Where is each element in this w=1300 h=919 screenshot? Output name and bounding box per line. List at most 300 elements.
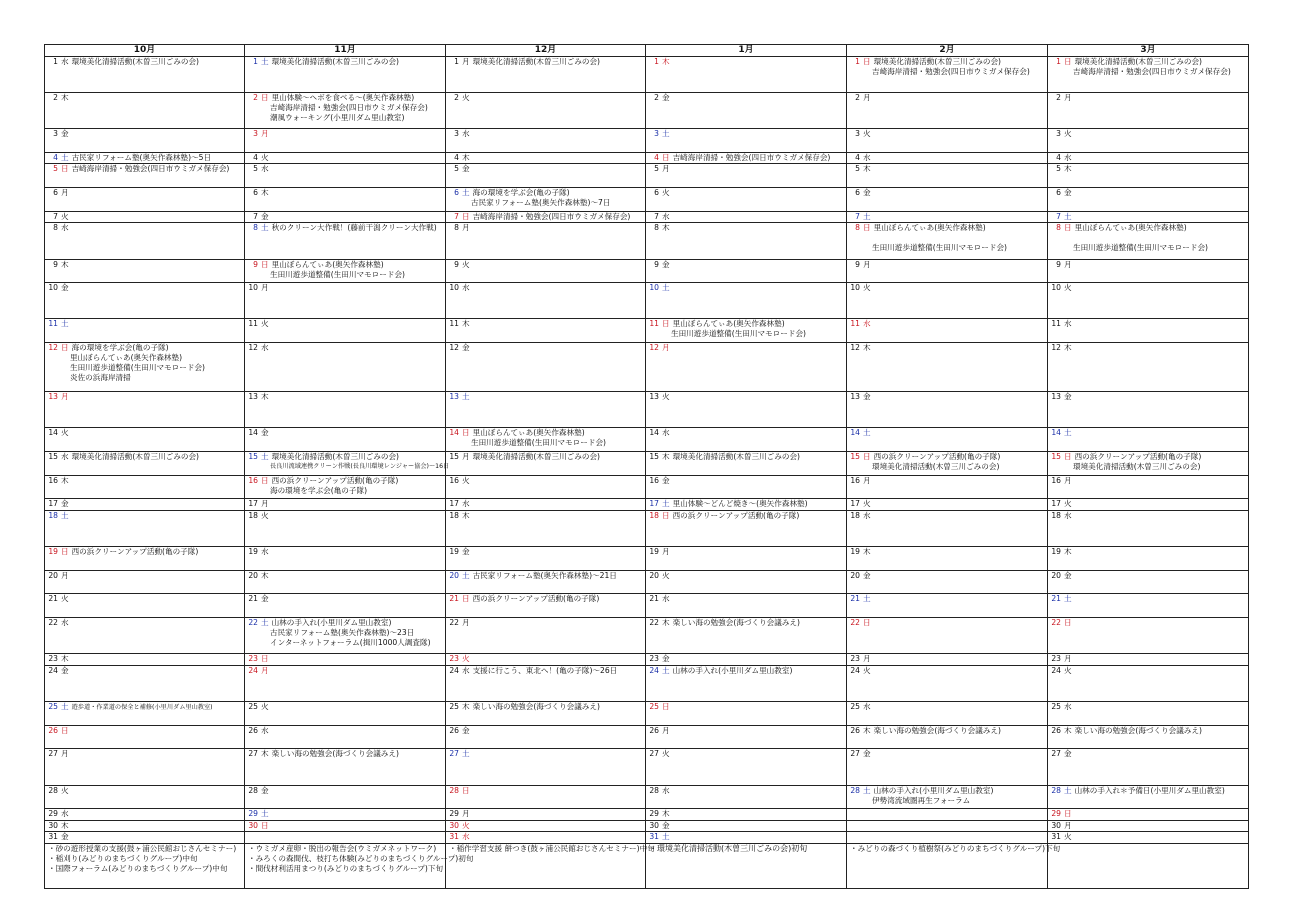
day-number: 20 — [850, 570, 860, 580]
day-cell — [45, 809, 245, 820]
event-entry: 環境美化清掃活動(木曽三川ごみの会) — [271, 451, 400, 461]
weekday-label: 木 — [261, 391, 269, 401]
day-cell — [45, 391, 245, 427]
event-entry: 楽しい海の勉強会(海づくり会議みえ) — [1074, 725, 1203, 735]
day-cell — [45, 618, 245, 654]
day-cell — [1048, 343, 1249, 392]
weekday-label: 月 — [261, 665, 269, 675]
day-cell — [245, 475, 446, 499]
weekday-label: 金 — [462, 725, 470, 735]
day-cell — [45, 510, 245, 546]
weekday-label: 火 — [261, 319, 269, 329]
weekday-label: 土 — [662, 283, 670, 293]
day-cell — [446, 701, 646, 725]
day-number: 22 — [449, 618, 459, 628]
day-cell — [245, 57, 446, 93]
day-number: 5 — [454, 164, 459, 174]
weekday-label: 金 — [1064, 749, 1072, 759]
day-number: 3 — [53, 129, 58, 139]
day-cell — [1048, 570, 1249, 594]
day-cell — [646, 570, 847, 594]
day-cell — [45, 831, 245, 843]
weekday-label: 月 — [662, 725, 670, 735]
day-cell — [245, 618, 446, 654]
note-line: ・国際フォーラム(みどりのまちづくりグループ)中旬 — [48, 863, 228, 873]
day-cell — [1048, 451, 1249, 475]
weekday-label: 金 — [61, 283, 69, 293]
note-line: ・ウミガメ産卵・脱出の報告会(ウミガメネットワーク) — [248, 843, 437, 853]
weekday-label: 水 — [662, 212, 670, 221]
event-entry: 西の浜クリーンアップ活動(亀の子隊) — [672, 510, 800, 520]
day-number: 1 — [454, 57, 459, 66]
day-row — [45, 785, 1249, 809]
day-cell — [446, 212, 646, 223]
weekday-label: 金 — [61, 129, 69, 139]
weekday-label: 水 — [462, 831, 470, 841]
day-number: 10 — [850, 283, 860, 293]
day-cell — [1048, 93, 1249, 129]
weekday-label: 土 — [662, 499, 670, 509]
day-number: 27 — [850, 749, 860, 759]
weekday-label: 水 — [462, 283, 470, 293]
day-cell — [646, 510, 847, 546]
event-entry: 海の環境を学ぶ会(亀の子隊) — [472, 188, 570, 198]
day-number: 7 — [654, 212, 659, 221]
day-number: 9 — [253, 259, 258, 269]
weekday-label: 水 — [261, 725, 269, 735]
weekday-label: 火 — [261, 701, 269, 711]
day-number: 26 — [1051, 725, 1061, 735]
day-number: 13 — [649, 391, 659, 401]
day-number: 17 — [449, 499, 459, 509]
day-number: 19 — [248, 546, 258, 556]
day-row — [45, 188, 1249, 212]
day-number: 5 — [654, 164, 659, 174]
event-entry: 里山ぼらんてぃあ(奥矢作森林塾) — [1074, 223, 1187, 233]
weekday-label: 月 — [261, 499, 269, 509]
event-entry: 古民家リフォーム塾(奥矢作森林塾)～5日 — [71, 153, 212, 163]
weekday-label: 火 — [662, 391, 670, 401]
day-cell — [847, 809, 1048, 820]
event-entry: 環境美化清掃活動(木曽三川ごみの会) — [1074, 57, 1203, 66]
day-number: 19 — [1051, 546, 1061, 556]
day-number: 22 — [1051, 618, 1061, 628]
day-number: 28 — [850, 785, 860, 795]
day-number: 19 — [48, 546, 58, 556]
day-number: 24 — [1051, 665, 1061, 675]
event-entry: 吉崎海岸清掃・勉強会(四日市ウミガメ保存会) — [71, 164, 230, 174]
event-entry: 環境美化清掃活動(木曽三川ごみの会) — [472, 451, 601, 461]
weekday-label: 日 — [261, 820, 269, 830]
weekday-label: 月 — [863, 93, 871, 103]
event-entry: 里山体験～ヘボを食べる～(奥矢作森林塾) — [271, 93, 415, 103]
day-number: 22 — [850, 618, 860, 628]
day-cell — [646, 809, 847, 820]
day-number: 30 — [449, 820, 459, 830]
day-cell — [1048, 427, 1249, 451]
day-cell — [646, 701, 847, 725]
day-cell — [45, 820, 245, 831]
event-entry: 海の環境を学ぶ会(亀の子隊) — [270, 485, 368, 495]
weekday-label: 月 — [462, 223, 470, 233]
day-cell — [245, 831, 446, 843]
weekday-label: 火 — [61, 212, 69, 221]
event-entry: 伊勢湾流域圏再生フォーラム — [872, 795, 971, 805]
day-row — [45, 93, 1249, 129]
monthly-notes-cell — [245, 843, 474, 888]
day-row — [45, 283, 1249, 319]
day-cell — [45, 223, 245, 259]
day-cell — [446, 820, 646, 831]
day-cell — [646, 665, 847, 701]
day-cell — [446, 391, 646, 427]
weekday-label: 土 — [863, 785, 871, 795]
day-row — [45, 749, 1249, 785]
weekday-label: 日 — [863, 223, 871, 233]
day-cell — [45, 259, 245, 283]
day-cell — [245, 188, 446, 212]
weekday-label: 水 — [61, 57, 69, 66]
weekday-label: 金 — [462, 546, 470, 556]
day-cell — [847, 164, 1048, 188]
weekday-label: 土 — [1064, 212, 1072, 221]
event-entry: 生田川遊歩道整備(生田川マモロード会) — [671, 329, 807, 339]
day-number: 18 — [449, 510, 459, 520]
day-cell — [847, 510, 1048, 546]
event-entry: 環境美化清掃活動(木曽三川ごみの会) — [1073, 461, 1201, 471]
weekday-label: 水 — [261, 164, 269, 174]
event-entry: インターネットフォーラム(揖川1000人調査隊) — [270, 638, 431, 648]
weekday-label: 土 — [662, 129, 670, 139]
weekday-label: 金 — [863, 188, 871, 198]
weekday-label: 日 — [261, 93, 269, 103]
day-number: 7 — [855, 212, 860, 221]
day-number: 21 — [649, 594, 659, 604]
weekday-label: 日 — [662, 153, 670, 163]
monthly-notes-row — [45, 843, 1249, 888]
day-cell — [1048, 725, 1249, 749]
weekday-label: 金 — [261, 594, 269, 604]
day-number: 18 — [649, 510, 659, 520]
day-cell — [446, 570, 646, 594]
day-number: 5 — [855, 164, 860, 174]
day-cell — [245, 93, 446, 129]
event-entry: 楽しい海の勉強会(海づくり会議みえ) — [472, 701, 601, 711]
day-cell — [245, 701, 446, 725]
day-cell — [847, 831, 1048, 843]
day-number: 6 — [53, 188, 58, 198]
day-number: 14 — [449, 427, 459, 437]
day-cell — [646, 259, 847, 283]
weekday-label: 月 — [863, 259, 871, 269]
day-number: 19 — [449, 546, 459, 556]
weekday-label: 月 — [261, 283, 269, 293]
weekday-label: 土 — [61, 510, 69, 520]
weekday-label: 水 — [863, 319, 871, 329]
day-number: 4 — [53, 153, 58, 163]
day-number: 7 — [1056, 212, 1061, 221]
day-cell — [245, 594, 446, 618]
day-number: 6 — [1056, 188, 1061, 198]
day-row — [45, 391, 1249, 427]
weekday-label: 金 — [863, 749, 871, 759]
day-number: 26 — [850, 725, 860, 735]
day-cell — [45, 93, 245, 129]
day-cell — [45, 57, 245, 93]
weekday-label: 日 — [61, 164, 69, 174]
day-cell — [45, 570, 245, 594]
day-cell — [646, 451, 847, 475]
day-cell — [45, 475, 245, 499]
weekday-label: 土 — [261, 57, 269, 66]
day-cell — [1048, 259, 1249, 283]
day-cell — [446, 785, 646, 809]
event-entry: 西の浜クリーンアップ活動(亀の子隊) — [71, 546, 199, 556]
day-number: 12 — [248, 343, 258, 353]
day-number: 12 — [1051, 343, 1061, 353]
day-cell — [646, 93, 847, 129]
event-entry: 西の浜クリーンアップ活動(亀の子隊) — [271, 475, 399, 485]
weekday-label: 金 — [662, 259, 670, 269]
weekday-label: 木 — [662, 451, 670, 461]
day-number: 16 — [649, 475, 659, 485]
weekday-label: 日 — [1064, 618, 1072, 628]
day-cell — [446, 427, 646, 451]
month-header: 3月 — [1048, 45, 1249, 57]
day-cell — [1048, 749, 1249, 785]
weekday-label: 火 — [61, 427, 69, 437]
day-cell — [446, 223, 646, 259]
day-row — [45, 129, 1249, 153]
event-entry: 海の環境を学ぶ会(亀の子隊) — [71, 343, 169, 353]
day-cell — [245, 212, 446, 223]
day-number: 11 — [248, 319, 258, 329]
day-number: 20 — [449, 570, 459, 580]
day-row — [45, 427, 1249, 451]
weekday-label: 木 — [462, 510, 470, 520]
day-cell — [45, 665, 245, 701]
day-number: 10 — [1051, 283, 1061, 293]
day-number: 17 — [248, 499, 258, 509]
weekday-label: 火 — [261, 510, 269, 520]
day-number: 16 — [48, 475, 58, 485]
month-header: 10月 — [45, 45, 245, 57]
day-number: 9 — [654, 259, 659, 269]
weekday-label: 日 — [863, 57, 871, 66]
day-row — [45, 510, 1249, 546]
day-cell — [446, 57, 646, 93]
day-cell — [245, 223, 446, 259]
note-line: ・間伐材利活用まつり(みどりのまちづくりグループ)下旬 — [248, 863, 444, 873]
day-cell — [245, 259, 446, 283]
day-cell — [45, 153, 245, 164]
day-cell — [1048, 391, 1249, 427]
day-cell — [45, 343, 245, 392]
weekday-label: 日 — [261, 475, 269, 485]
weekday-label: 月 — [261, 129, 269, 139]
day-number: 31 — [1051, 831, 1061, 841]
day-number: 12 — [850, 343, 860, 353]
weekday-label: 水 — [863, 510, 871, 520]
weekday-label: 水 — [61, 618, 69, 628]
note-line: ・みどりの森づくり植樹祭(みどりのまちづくりグループ)下旬 — [850, 843, 1061, 853]
day-number: 5 — [53, 164, 58, 174]
day-cell — [646, 153, 847, 164]
day-number: 13 — [449, 391, 459, 401]
day-cell — [1048, 212, 1249, 223]
event-note: 長良川流域連携クリーン作戦(長良川環境レンジャー協会)～16日 — [270, 462, 450, 470]
day-number: 15 — [649, 451, 659, 461]
day-cell — [446, 451, 646, 475]
weekday-label: 土 — [863, 212, 871, 221]
day-row — [45, 223, 1249, 259]
weekday-label: 土 — [1064, 594, 1072, 604]
weekday-label: 金 — [61, 665, 69, 675]
day-number: 6 — [253, 188, 258, 198]
month-header: 2月 — [847, 45, 1048, 57]
weekday-label: 木 — [261, 188, 269, 198]
weekday-label: 木 — [1064, 725, 1072, 735]
day-cell — [45, 594, 245, 618]
weekday-label: 火 — [1064, 499, 1072, 509]
day-cell — [446, 164, 646, 188]
weekday-label: 金 — [261, 427, 269, 437]
weekday-label: 木 — [462, 701, 470, 711]
day-number: 11 — [48, 319, 58, 329]
day-number: 25 — [1051, 701, 1061, 711]
weekday-label: 火 — [863, 499, 871, 509]
day-number: 12 — [649, 343, 659, 353]
day-cell — [45, 546, 245, 570]
weekday-label: 水 — [462, 665, 470, 675]
day-number: 21 — [48, 594, 58, 604]
day-cell — [245, 546, 446, 570]
event-entry: 環境美化清掃活動(木曽三川ごみの会) — [873, 57, 1002, 66]
day-cell — [646, 283, 847, 319]
weekday-label: 月 — [61, 391, 69, 401]
day-number: 30 — [248, 820, 258, 830]
day-number: 31 — [48, 831, 58, 841]
day-cell — [245, 129, 446, 153]
day-number: 8 — [253, 223, 258, 233]
day-cell — [847, 594, 1048, 618]
weekday-label: 火 — [1064, 129, 1072, 139]
weekday-label: 水 — [261, 343, 269, 353]
day-cell — [847, 153, 1048, 164]
day-number: 10 — [248, 283, 258, 293]
day-number: 2 — [53, 93, 58, 103]
event-entry: 炎佐の浜海岸清掃 — [70, 373, 131, 383]
day-cell — [45, 701, 245, 725]
day-cell — [847, 654, 1048, 665]
day-cell — [646, 164, 847, 188]
event-entry: 生田川遊歩道整備(生田川マモロード会) — [471, 437, 607, 447]
weekday-label: 木 — [1064, 546, 1072, 556]
weekday-label: 火 — [662, 188, 670, 198]
weekday-label: 日 — [1064, 223, 1072, 233]
weekday-label: 月 — [1064, 654, 1072, 664]
day-number: 8 — [654, 223, 659, 233]
weekday-label: 土 — [61, 701, 69, 711]
day-cell — [245, 749, 446, 785]
day-cell — [646, 831, 847, 843]
day-cell — [1048, 546, 1249, 570]
day-number: 5 — [1056, 164, 1061, 174]
day-number: 12 — [48, 343, 58, 353]
day-number: 27 — [449, 749, 459, 759]
weekday-label: 木 — [61, 820, 69, 830]
day-number: 29 — [48, 809, 58, 819]
day-number: 24 — [850, 665, 860, 675]
day-number: 8 — [454, 223, 459, 233]
weekday-label: 木 — [61, 475, 69, 485]
weekday-label: 木 — [462, 319, 470, 329]
day-number: 15 — [48, 451, 58, 461]
day-number: 23 — [1051, 654, 1061, 664]
event-entry: 環境美化清掃活動(木曽三川ごみの会) — [71, 451, 200, 461]
day-cell — [847, 57, 1048, 93]
weekday-label: 火 — [662, 749, 670, 759]
day-number: 25 — [649, 701, 659, 711]
day-row — [45, 546, 1249, 570]
day-cell — [446, 665, 646, 701]
weekday-label: 月 — [863, 654, 871, 664]
day-cell — [646, 475, 847, 499]
day-number: 24 — [48, 665, 58, 675]
weekday-label: 金 — [61, 831, 69, 841]
day-number: 19 — [850, 546, 860, 556]
weekday-label: 火 — [662, 570, 670, 580]
day-number: 28 — [649, 785, 659, 795]
monthly-notes-cell — [646, 843, 847, 888]
weekday-label: 月 — [863, 475, 871, 485]
day-number: 29 — [248, 809, 258, 819]
weekday-label: 日 — [1064, 57, 1072, 66]
day-number: 16 — [449, 475, 459, 485]
note-line: ・環境美化清掃活動(木曽三川ごみの会)初旬 — [649, 843, 808, 853]
weekday-label: 土 — [1064, 427, 1072, 437]
weekday-label: 金 — [662, 475, 670, 485]
weekday-label: 月 — [61, 188, 69, 198]
month-header: 11月 — [245, 45, 446, 57]
day-number: 4 — [855, 153, 860, 163]
day-cell — [646, 188, 847, 212]
day-cell — [646, 319, 847, 343]
day-cell — [446, 749, 646, 785]
day-cell — [245, 451, 450, 475]
event-entry: 山林の手入れ(小里川ダム里山教室) — [672, 665, 793, 675]
weekday-label: 土 — [462, 391, 470, 401]
day-cell — [446, 831, 646, 843]
day-number: 4 — [253, 153, 258, 163]
day-number: 26 — [649, 725, 659, 735]
day-number: 14 — [48, 427, 58, 437]
event-entry: 環境美化清掃活動(木曽三川ごみの会) — [472, 57, 601, 66]
weekday-label: 月 — [462, 809, 470, 819]
day-number: 23 — [649, 654, 659, 664]
day-cell — [646, 427, 847, 451]
day-cell — [45, 212, 245, 223]
day-cell — [245, 283, 446, 319]
day-number: 28 — [48, 785, 58, 795]
event-entry: 古民家リフォーム塾(奥矢作森林塾)～21日 — [472, 570, 617, 580]
weekday-label: 木 — [863, 546, 871, 556]
day-number: 8 — [855, 223, 860, 233]
day-number: 17 — [1051, 499, 1061, 509]
weekday-label: 水 — [61, 809, 69, 819]
weekday-label: 月 — [1064, 820, 1072, 830]
day-number: 18 — [850, 510, 860, 520]
